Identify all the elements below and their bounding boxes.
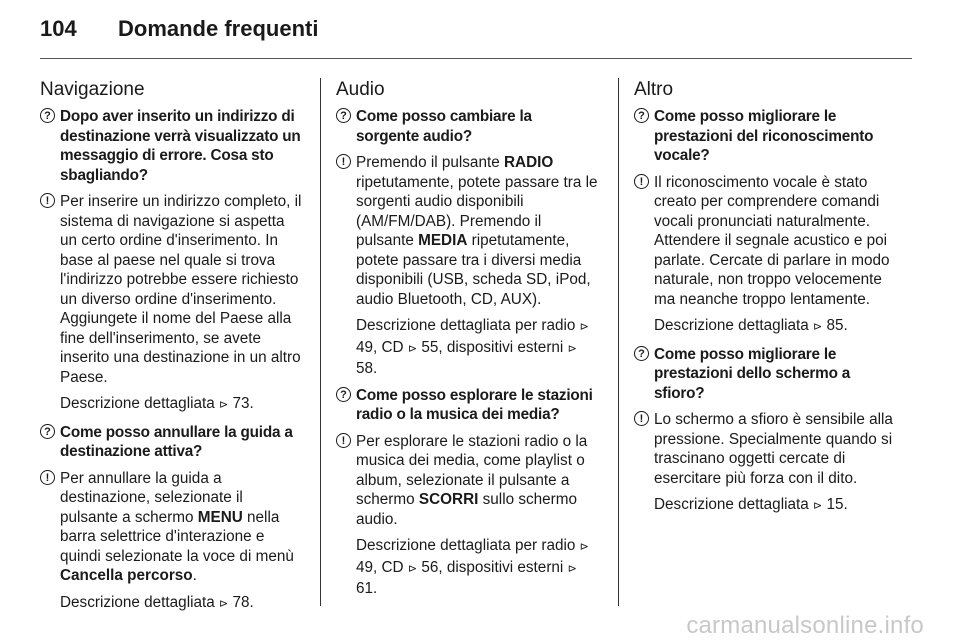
- section-title: Navigazione: [40, 79, 145, 100]
- question: ? Come posso annullare la guida a destinazione attiva?: [40, 423, 302, 462]
- page-ref-arrow-icon: ⊳: [813, 500, 823, 512]
- reference-line: Descrizione dettagliata ⊳ 85.: [654, 317, 848, 334]
- answer: ! Per esplorare le stazioni radio o la musica dei media, come playlist o album, selezionate il pulsante a schermo SCORRI sullo schermo audio.: [336, 432, 598, 530]
- question-mark-icon: ?: [336, 108, 351, 123]
- answer: ! Per annullare la guida a destinazione, selezionate il pulsante a schermo MENU nella barra selettrice d'interazione e quindi selezionate la voce di menù Cancella percorso.: [40, 469, 302, 586]
- reference-line: Descrizione dettagliata ⊳ 15.: [654, 496, 848, 513]
- answer: ! Il riconoscimento vocale è stato creato per comprendere comandi vocali pronunciati naturalmente. Attendere il segnale acustico e poi parlate. Cercate di parlare in modo naturale, non troppo velocemente ma neanche troppo lentamente.: [634, 173, 896, 310]
- answer: ! Lo schermo a sfioro è sensibile alla pressione. Specialmente quando si trascinano oggetti cercate di esercitare più forza con il dito.: [634, 410, 896, 488]
- exclamation-icon: !: [40, 470, 55, 485]
- page-number: 104: [40, 16, 77, 41]
- column-audio: [336, 78, 598, 606]
- page-ref-arrow-icon: ⊳: [219, 597, 229, 610]
- page-ref-arrow-icon: ⊳: [579, 541, 589, 553]
- column-divider: [320, 78, 321, 606]
- question-mark-icon: ?: [336, 387, 351, 402]
- page-ref-arrow-icon: ⊳: [407, 342, 418, 355]
- page-ref-arrow-icon: ⊳: [813, 321, 823, 333]
- answer: ! Per inserire un indirizzo completo, il sistema di navigazione si aspetta un certo ordine d'inserimento. In base al paese nel quale si trova l'indirizzo potrebbe essere richiesto un diverso ordine d'inserimento. Aggiungete il nome del Paese alla fine dell'inserimento, se avete inserito una destinazione in un altro Paese.: [40, 192, 302, 387]
- exclamation-icon: !: [634, 174, 649, 189]
- page-title: Domande frequenti: [118, 16, 319, 41]
- section-title: Audio: [336, 79, 385, 100]
- reference-line: Descrizione dettagliata per radio ⊳ 49, CD ⊳ 55, dispositivi esterni ⊳ 58.: [356, 317, 589, 377]
- column-altro: [634, 78, 896, 524]
- question: ? Come posso migliorare le prestazioni dello schermo a sfioro?: [634, 345, 896, 404]
- answer: ! Premendo il pulsante RADIO ripetutamente, potete passare tra le sorgenti audio disponibili (AM/FM/DAB). Premendo il pulsante MEDIA ripetutamente, potete passare tra i diversi media disponibili (USB, scheda SD, iPod, audio Bluetooth, CD, AUX).: [336, 153, 598, 309]
- exclamation-icon: !: [336, 433, 351, 448]
- question: ? Dopo aver inserito un indirizzo di destinazione verrà visualizzato un messaggio di errore. Cosa sto sbagliando?: [40, 107, 302, 185]
- column-navigazione: [40, 78, 302, 621]
- page-ref-arrow-icon: ⊳: [567, 342, 577, 355]
- question-mark-icon: ?: [634, 108, 649, 123]
- reference-line: Descrizione dettagliata ⊳ 73.: [60, 395, 254, 412]
- question: ? Come posso esplorare le stazioni radio o la musica dei media?: [336, 386, 598, 425]
- header-rule: [40, 58, 912, 59]
- page-header: [40, 16, 318, 42]
- question-mark-icon: ?: [40, 424, 55, 439]
- exclamation-icon: !: [336, 154, 351, 169]
- page-ref-arrow-icon: ⊳: [219, 399, 229, 411]
- column-divider: [618, 78, 619, 606]
- reference-line: Descrizione dettagliata ⊳ 78.: [60, 593, 254, 611]
- exclamation-icon: !: [634, 411, 649, 426]
- exclamation-icon: !: [40, 193, 55, 208]
- section-title: Altro: [634, 79, 674, 100]
- reference-line: Descrizione dettagliata per radio ⊳ 49, CD ⊳ 56, dispositivi esterni ⊳ 61.: [356, 537, 589, 597]
- question: ? Come posso cambiare la sorgente audio?: [336, 107, 598, 146]
- page-ref-arrow-icon: ⊳: [407, 562, 418, 575]
- page-ref-arrow-icon: ⊳: [579, 321, 589, 333]
- question-mark-icon: ?: [40, 108, 55, 123]
- watermark[interactable]: carmanualsonline.info: [686, 612, 924, 639]
- question-mark-icon: ?: [634, 346, 649, 361]
- question: ? Come posso migliorare le prestazioni del riconoscimento vocale?: [634, 107, 896, 166]
- page-ref-arrow-icon: ⊳: [567, 562, 577, 575]
